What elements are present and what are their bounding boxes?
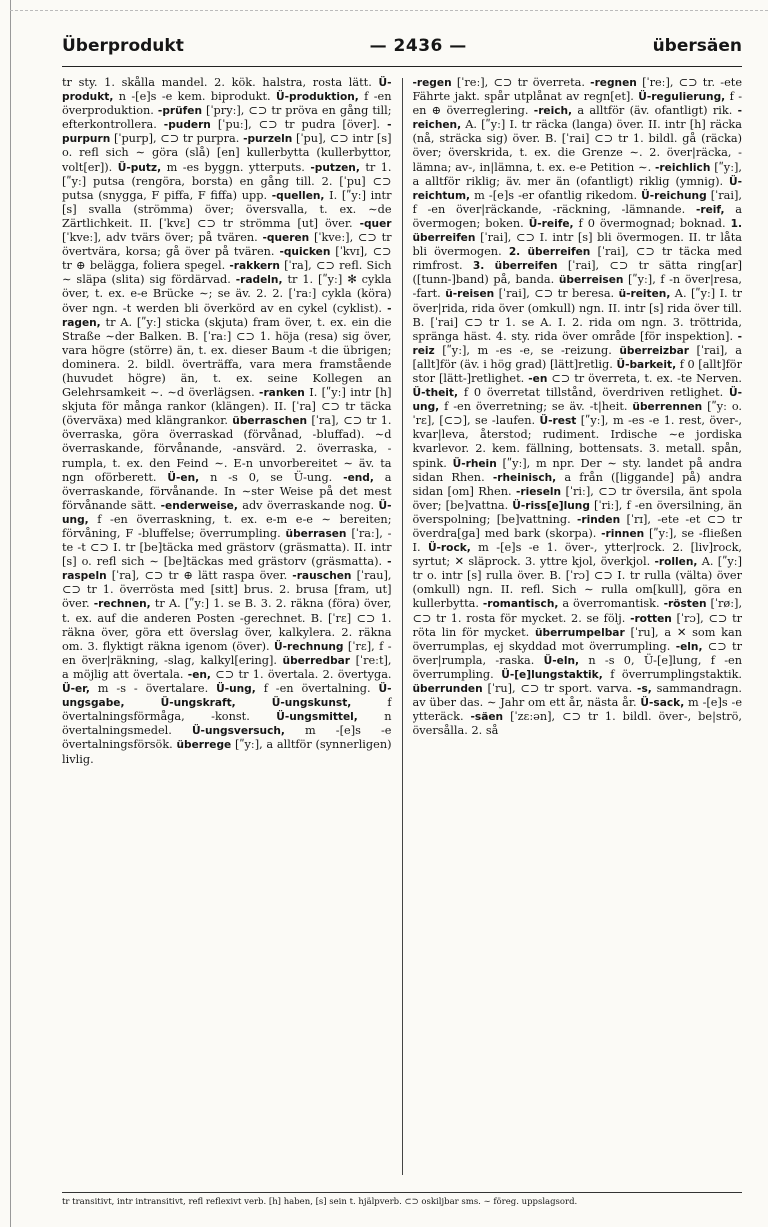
entry-headword: überredbar [282,654,351,667]
entry-headword: -rauschen [292,570,352,583]
entry-definition: [ˈreː], ⊂⊃ tr överreta. [456,76,585,89]
entry-definition: [ˈrɔ], ⊂⊃ tr röta lin för mycket. [412,611,742,639]
entry-definition: [ˈrai], f -en över|räckande, -räckning, -lämnande. [412,188,742,216]
entry-definition: [ˈzɛːən], ⊂⊃ tr 1. bildl. över-, be|strö, översålla. 2. så [412,710,742,738]
entry-definition: f -en överraskning, t. ex. e-m e-e ∼ bereiten; förvåning, F -bluffelse; överrumpling. [62,512,392,540]
entry-definition: [ˈra], ⊂⊃ refl. Sich ∼ släpa (slita) sig fördärvad. [62,259,392,287]
entry-definition: [ʺyː], f -n över|resa, -fart. [412,273,742,301]
entry-headword: -end, [343,471,374,484]
entry-definition: [ˈriː], f -en översilning, än överspolning; [be]vattning. [412,498,742,526]
entry-definition: m -[e]s -e 1. över-, ytter|rock. 2. [liv]rock, syrtut; ✕ släprock. 3. yttre kjol, överkjol. [412,541,742,569]
entry-headword: überrunden [412,683,483,696]
entry-headword: -rinden [577,513,621,526]
entry-headword: Ü-[e]lungstaktik, [501,668,603,681]
entry-headword: Ü-theit, [412,387,459,400]
entry-definition: A. [ʺyː] I. tr räcka (langa) över. II. intr [h] räcka (nå, sträcka sig) över. B. [ˈrai] ⊂⊃ tr 1. bildl. gå (räcka) över; överskrida, t. ex. die Grenze ∼. 2. över|räcka, -lämna; av-, in|lämna, t. ex. e-e Petition ∼. [412,118,742,174]
entry-headword: Ü-produktion, [276,91,359,104]
entry-definition: a alltför (äv. ofantligt) rik. [577,104,733,118]
entry-definition: ⊂⊃ tr överreta, t. ex. -te Nerven. [551,371,742,385]
entry-definition: sammandragn. av über das. ∼ Jahr om ett år, nästa år. [412,682,742,710]
entry-headword: -s, [637,683,652,696]
entry-definition: [ˈrau], ⊂⊃ tr 1. överrösta med [sitt] brus. 2. brusa [fram, ut] över. [62,569,392,611]
entry-headword: überreisen [558,274,624,287]
entry-headword: Ü-reife, [528,217,574,230]
footer-rule [62,1192,742,1193]
entry-definition: [ˈpryː], ⊂⊃ tr pröva en gång till; efterkontrollera. [62,104,392,132]
entry-headword: -pudern [163,119,211,132]
entry-headword: Ü-rechnung [274,640,344,653]
entry-headword: Ü-ung, [62,499,392,526]
entry-definition: [ˈkvɪ], ⊂⊃ tr ⊕ belägga, foliera spegel. [62,245,392,273]
entry-definition: [ˈrɪ], -ete -et ⊂⊃ tr överdra[ga] med bark (skorpa). [412,512,742,540]
entry-headword: überrennen [632,401,703,414]
entry-headword: Ü-reichung [641,189,707,202]
entry-definition: [ˈru], ⊂⊃ tr sport. varva. [487,682,633,696]
entry-definition: I. [ʺyː] intr [s] svalla (strömma) över; översvalla, t. ex. ∼de Zärtlichkeit. II. [ˈkvɛ] ⊂⊃ tr strömma [ut] över. [62,188,392,230]
entry-headword: 2. überreifen [508,246,591,259]
entry-definition: [ˈru], a ✕ som kan överrumplas, ej skyddad mot överrumpling. [412,625,742,653]
entry-headword: Ü-rhein [452,457,497,470]
entry-definition: [ˈrai], ⊂⊃ tr beresa. [498,287,615,301]
entry-headword: -purzeln [243,133,293,146]
entry-definition: [ˈra], ⊂⊃ tr ⊕ lätt raspa över. [111,569,288,583]
entry-definition: f -en överproduktion. [62,90,392,118]
entry-headword: 3. überreifen [472,260,558,273]
entry-definition: [ʺyː], m npr. Der ∼ sty. landet på andra sidan Rhen. [412,456,742,484]
entry-definition: [ˈriː], ⊂⊃ tr översila, änt spola över; [be]vattna. [412,484,742,512]
entry-headword: Ü-produkt, [62,77,392,104]
entry-definition: ⊂⊃ tr 1. övertala. 2. övertyga. [215,667,392,681]
entry-definition: tr sty. 1. skålla mandel. 2. kök. halstra, rosta lätt. [62,76,372,89]
entry-headword: -regen [412,77,452,89]
entry-definition: [ˈraː], -te -t ⊂⊃ I. tr [be]täcka med grästorv (gräsmatta). II. intr [s] o. refl sich ∼ [be]täckas med grästorv (gräsmatta). [62,527,392,569]
entry-definition: a från ([liggande] på) andra sidan [om] Rhen. [412,470,742,498]
entry-definition: [ˈrai], ⊂⊃ tr sätta ring[ar] ([tunn-]band) på, banda. [412,259,742,287]
entry-headword: -rakkern [229,260,280,273]
entry-headword: -radeln, [235,274,283,287]
top-scan-line [10,10,768,11]
entry-headword: -säen [470,711,504,724]
entry-headword: Ü-ungsmittel, [276,711,358,724]
entry-headword: Ü-rock, [427,542,471,555]
entry-definition: [ˈrøː], ⊂⊃ tr 1. rosta för mycket. 2. se följ. [412,597,742,625]
header-rule [62,66,742,67]
entry-definition: A. [ʺyː] tr o. intr [s] rulla över. B. [ˈrɔ] ⊂⊃ I. tr rulla (välta) över (omkull) ngn. II. refl. Sich ∼ rulla om[kull], göra en kullerbytta. [412,555,742,611]
entry-definition: f 0 övermognad; boknad. [578,216,726,230]
entry-definition: a överromantisk. [562,597,660,611]
entry-headword: Ü-reichtum, [412,175,742,202]
entry-headword: -rotten [630,612,672,625]
entry-definition: I. [ʺyː] intr [h] skjuta för många rankor (klängen). II. [ˈra] ⊂⊃ tr täcka (överväxa) med klängrankor. [62,386,392,428]
entry-headword: überreizbar [619,344,690,357]
entry-headword: -raspeln [62,556,392,583]
entry-definition: m -[e]s -er ofantlig rikedom. [474,188,638,202]
entry-definition: [ʺyː], m -es -e, se -reizung. [442,343,612,357]
entry-headword: Ü-ungsgabe, Ü-ungskraft, Ü-ungskunst, [62,683,392,710]
entry-headword: -reichen, [412,105,742,132]
entry-definition: m -[e]s -e övertalningsförsök. [62,724,392,752]
entry-definition: f överrumplingstaktik. [610,667,742,681]
entry-definition: f -en överretning; se äv. -t|heit. [444,400,628,414]
entry-headword: -en [528,372,548,385]
entry-headword: -putzen, [310,161,360,174]
entry-headword: -ranken [259,387,305,400]
entry-definition: [ʺyː], a alltför riklig; äv. mer än (ofantligt) riklig (ymnig). [412,160,742,188]
entry-headword: ü-reisen [445,288,495,301]
entry-definition: [ˈrɛ], f -en över|räkning, -slag, kalkyl[ering]. [62,639,392,667]
entry-headword: -quellen, [271,189,325,202]
entry-headword: -regnen [590,77,637,89]
entry-headword: -reichlich [655,161,711,174]
entry-headword: überrumpelbar [534,626,625,639]
entry-definition: [ˈra], ⊂⊃ tr 1. överraska, göra överraskad (förvånad, -bluffad). ∼d överraskande, förvånande, -ansvärd. 2. överraska, -rumpla, t. ex. den Feind ∼. E-n unvorbereitet ∼ äv. ta ngn oförberett. [62,414,392,484]
entry-headword: Ü-rest [539,415,577,428]
entry-definition: [ʺyː], m -es -e 1. rest, över-, kvar|leva, återstod; rudiment. Irdische ∼e jordiska kvarlevor. 2. kem. fällning, bottensats. 3. metall. spån, spink. [412,414,742,470]
entry-definition: tr 1. [ʺyː] ✻ cykla över, t. ex. e-e Brücke ∼; se äv. 2. 2. [ˈraː] cykla (köra) över ngn. -t werden bli överkörd av en cykel (cyklist). [62,273,392,315]
entry-headword: überrege [176,739,232,752]
entry-definition: f 0 [allt]för stor [lätt-]retlighet. [412,357,742,385]
entry-definition: a överraskande, förvånande. In ∼ster Weise på det mest förvånande sätt. [62,470,392,512]
entry-definition: a övermogen; boken. [412,202,742,230]
entry-headword: Ü-eln, [543,654,580,667]
entry-definition: m -s - övertalare. [97,682,209,696]
abbreviation-footer: tr transitivt, intr intransitivt, refl reflexivt verb. [h] haben, [s] sein t. hjälpverb. ⊂⊃ oskiljbar sms. ∼ föreg. uppslagsord. [62,1197,578,1207]
entry-headword: -romantisch, [482,598,559,611]
left-column [62,76,392,1175]
entry-headword: -rieseln [515,485,562,498]
entry-definition: [ˈpurp], ⊂⊃ tr purpra. [113,132,240,146]
entry-definition: f 0 överretat tillstånd, överdriven retlighet. [463,386,724,400]
entry-definition: [ˈkveː], ⊂⊃ tr övertvära, korsa; gå över på tvären. [62,231,392,259]
entry-definition: f -en ⊕ överreglering. [412,90,742,118]
left-running-head: Überprodukt [62,36,184,56]
entry-headword: -enderweise, [160,499,238,512]
column-divider [402,78,403,1175]
entry-headword: Ü-regulierung, [638,91,726,104]
page-header [62,36,742,62]
entry-headword: -ragen, [62,302,392,329]
right-running-head: übersäen [652,36,742,56]
entry-headword: -en, [187,668,211,681]
entry-definition: adv överraskande nog. [242,498,375,512]
entry-definition: n övertalningsmedel. [62,710,392,738]
entry-definition: ⊂⊃ tr över|rumpla, -raska. [412,639,742,667]
entry-headword: -reif, [695,203,725,216]
entry-definition: [ˈreː], ⊂⊃ tr. -ete Fährte jakt. spår utplånat av regn[et]. [412,76,742,104]
right-column [413,76,743,1175]
entry-definition: [ˈkveː], adv tvärs över; på tvären. [62,231,258,245]
page-edge [0,0,11,1227]
entry-headword: Ü-sack, [640,697,685,710]
entry-headword: -quer [359,217,392,230]
entry-definition: m -es byggn. ytterputs. [166,160,305,174]
entry-headword: -rollen, [654,556,698,569]
entry-definition: [ˈreːt], a möjlig att övertala. [62,653,392,681]
entry-columns [62,76,742,1175]
entry-headword: -rheinisch, [492,471,557,484]
entry-definition: [ˈrai], ⊂⊃ tr täcka med rimfrost. [412,245,742,273]
col-left-text [62,76,392,767]
entry-definition: f övertalningsförmåga, -konst. [62,696,392,724]
entry-definition: [ʺyː o. ˈrɛ], [⊂⊃], se -laufen. [412,400,742,428]
entry-definition: n -s 0, Ü-[e]lung, f -en överrumpling. [412,653,742,681]
entry-headword: 1. überreifen [412,217,742,245]
entry-definition: [ʺyː], a alltför (synnerligen) livlig. [62,738,392,766]
entry-headword: -queren [262,232,310,245]
entry-headword: -reiz [412,330,742,357]
entry-definition: n -s 0, se Ü-ung. [210,470,333,484]
entry-definition: [ˈpuː], ⊂⊃ tr pudra [över]. [217,118,381,132]
entry-headword: -eln, [675,640,703,653]
entry-headword: Ü-riss[e]lung [512,499,590,512]
entry-definition: tr A. [ʺyː] sticka (skjuta) fram över, t. ex. ein die Straße ∼der Balken. B. [ˈraː] ⊂⊃ 1. höja (resa) sig över, vara högre (större) än, t. ex. dieser Baum -t die übrigen; dominera. 2. bildl. överträffa, vara mera framstående (huvudet högre) än, t. ex. seine Kollegen an Gelehrsamkeit ∼. ∼d överlägsen. [62,315,392,400]
entry-headword: -reich, [533,105,573,118]
entry-headword: Ü-er, [62,683,90,696]
entry-definition: m -[e]s -e ytteräck. [412,696,742,724]
entry-headword: -rechnen, [93,598,151,611]
entry-headword: Ü-putz, [117,161,162,174]
entry-headword: -rösten [663,598,707,611]
entry-headword: Ü-en, [167,471,200,484]
entry-definition: f -en övertalning. [263,682,371,696]
entry-headword: -purpurn [62,119,392,146]
entry-definition: [ˈrai], a [allt]för (äv. i hög grad) [lätt]retlig. [412,343,742,371]
col-right-text [413,76,743,738]
entry-headword: ü-reiten, [618,288,671,301]
entry-definition: [ˈpu], ⊂⊃ intr [s] o. refl sich ∼ göra (slå) [en] kullerbytta (kullerbyttor, volt[er]). [62,132,392,174]
entry-headword: Ü-barkeit, [616,358,677,371]
entry-headword: überrasen [285,528,347,540]
entry-headword: überraschen [232,415,308,428]
entry-headword: -prüfen [157,105,203,118]
entry-headword: Ü-ung, [412,387,742,414]
entry-definition: [ˈrai], ⊂⊃ I. intr [s] bli övermogen. II. tr låta bli övermogen. [412,231,742,259]
entry-headword: -quicken [279,246,331,259]
entry-headword: -rinnen [601,528,645,540]
entry-headword: Ü-ung, [216,683,256,696]
entry-definition: [ʺyː], se -fließen I. [412,527,742,555]
entry-definition: tr A. [ʺyː] 1. se B. 3. 2. räkna (föra) över, t. ex. auf die anderen Posten -gerechnet. B. [ˈrɛ] ⊂⊃ 1. räkna över, göra ett överslag över, kalkylera. 2. räkna om. 3. flyktigt räkna igenom (över). [62,597,392,653]
page-number: — 2436 — [369,36,467,56]
entry-definition: tr 1. [ʺyː] putsa (rengöra, borsta) en gång till. 2. [ˈpu] ⊂⊃ putsa (snygga, F piffa, F fiffa) upp. [62,160,392,202]
entry-definition: A. [ʺyː] I. tr över|rida, rida över (omkull) ngn. II. intr [s] rida över till. B. [ˈrai] ⊂⊃ tr 1. se A. I. 2. rida om ngn. 3. tröttrida, spränga häst. 4. sty. rida över område [för inspektion]. [412,287,742,343]
entry-headword: Ü-ungsversuch, [191,725,285,738]
entry-definition: n -[e]s -e kem. biprodukt. [118,90,271,104]
